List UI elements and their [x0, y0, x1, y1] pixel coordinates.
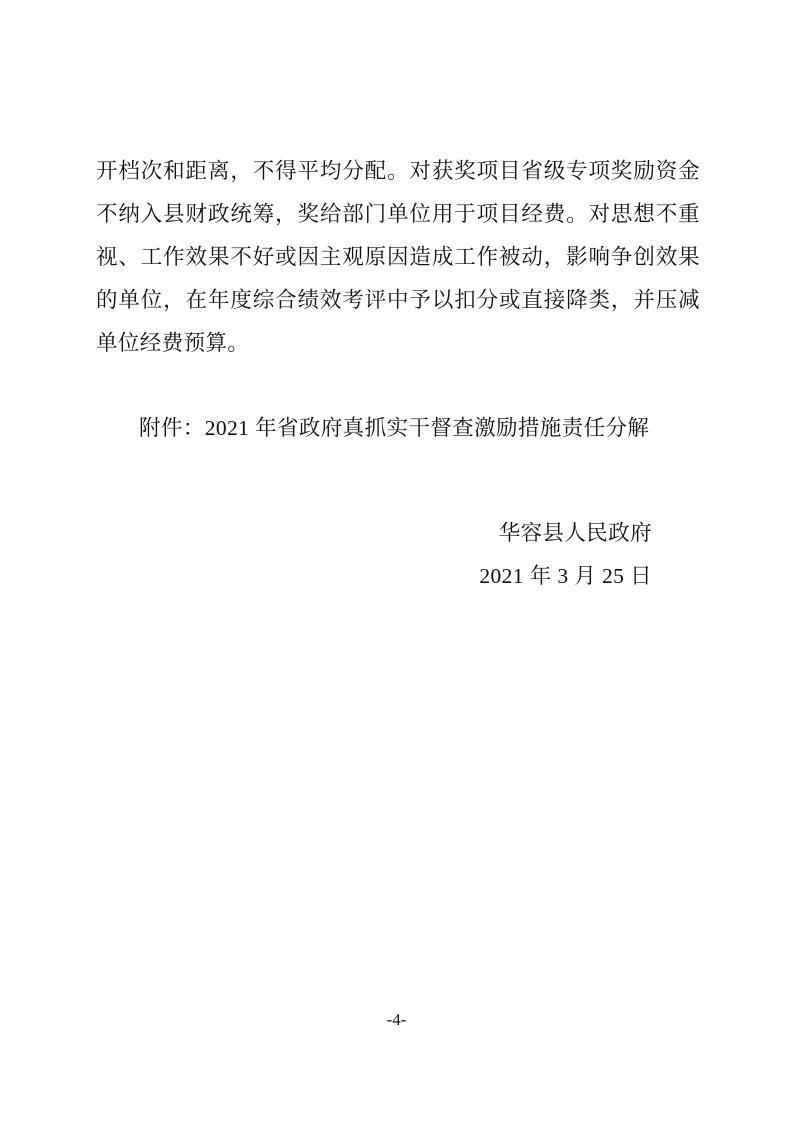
body-paragraph: 开档次和距离，不得平均分配。对获奖项目省级专项奖励资金不纳入县财政统筹，奖给部门单位用于项目经费。对思想不重视、工作效果不好或因主观原因造成工作被动，影响争创效果的单位，在年度综合绩效考评中予以扣分或直接降类，并压减单位经费预算。 [96, 159, 700, 355]
page-number: -4- [386, 1010, 407, 1029]
signature-organization: 华容县人民政府 [498, 521, 652, 545]
signature-date: 2021 年 3 月 25 日 [479, 564, 652, 588]
document-content [96, 150, 700, 598]
attachment-line: 附件：2021 年省政府真抓实干督查激励措施责任分解 [139, 416, 650, 440]
signature-block [96, 512, 700, 598]
